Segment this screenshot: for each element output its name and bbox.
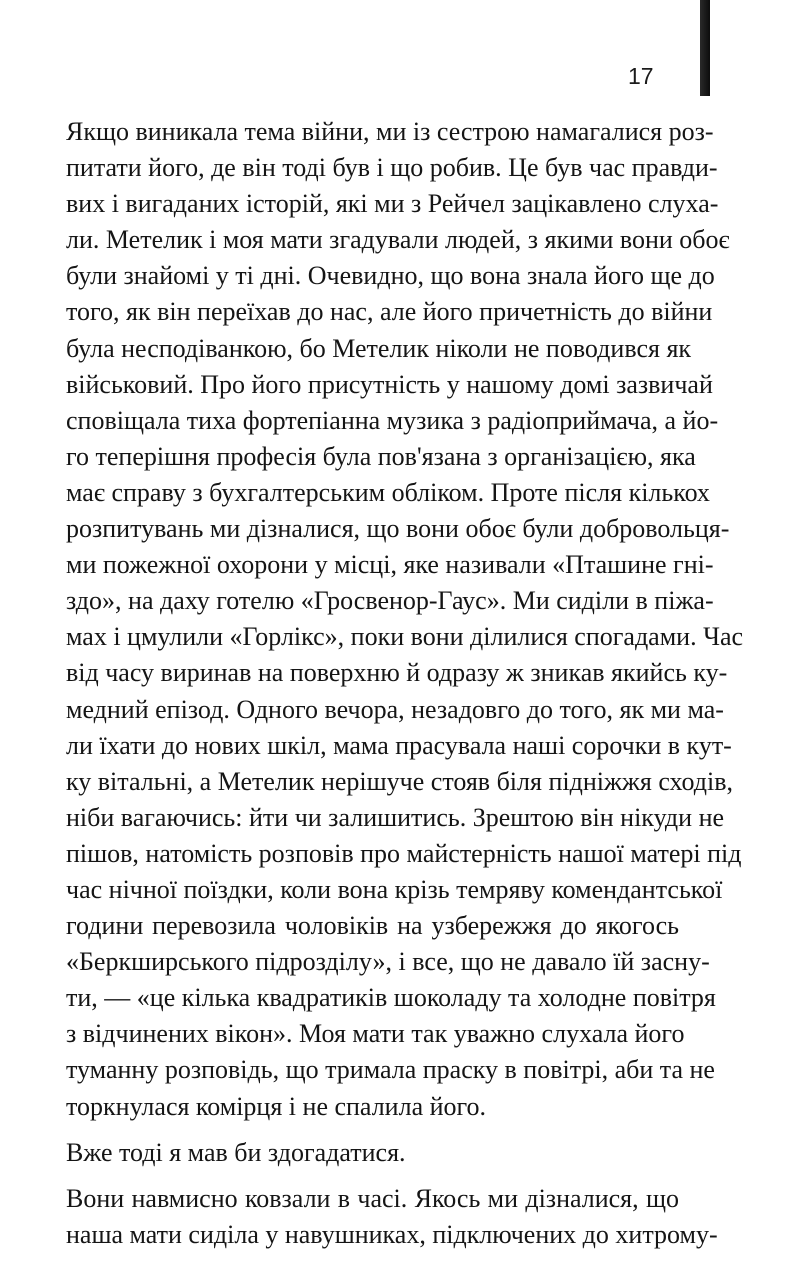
text-line: ку вітальні, а Метелик нерішуче стояв біля підніжжя сходів,: [66, 766, 734, 796]
paragraph-3: [66, 1181, 718, 1253]
binding-edge: [700, 0, 710, 96]
text-line: туманну розповідь, що тримала праску в повітрі, аби та не: [66, 1055, 715, 1085]
body-text: [66, 114, 744, 1253]
text-line: наша мати сиділа у навушниках, підключених до хитрому-: [66, 1219, 718, 1249]
text-line: години перевозила чоловіків на узбережжя до якогось: [66, 911, 679, 941]
text-line: пішов, натомість розповів про майстерність нашої матері під: [66, 838, 742, 868]
text-line: Вони навмисно ковзали в часі. Якось ми дізналися, що: [66, 1183, 679, 1213]
text-line: ніби вагаючись: йти чи залишитись. Зрештою він нікуди не: [66, 802, 725, 832]
text-line: сповіщала тиха фортепіанна музика з радіоприймача, а йо-: [66, 405, 719, 435]
text-line: з відчинених вікон». Моя мати так уважно слухала його: [66, 1019, 685, 1049]
text-line: здо», на даху готелю «Гросвенор-Гаус». Ми сиділи в піжа-: [66, 586, 714, 616]
text-line: час нічної поїздки, коли вона крізь темряву комендантської: [66, 874, 723, 904]
text-line: ли. Метелик і моя мати згадували людей, з якими вони обоє: [66, 225, 730, 255]
text-line: були знайомі у ті дні. Очевидно, що вона знала його ще до: [66, 261, 715, 291]
text-line: питати його, де він тоді був і що робив. Це був час правди-: [66, 153, 718, 183]
text-line: мах і цмулили «Горлікс», поки вони ділилися спогадами. Час: [66, 622, 744, 652]
text-line: медний епізод. Одного вечора, незадовго до того, як ми ма-: [66, 694, 724, 724]
text-line: військовий. Про його присутність у нашому домі зазвичай: [66, 369, 713, 399]
text-line: розпитувань ми дізналися, що вони обоє були добровольця-: [66, 514, 730, 544]
text-line: ли їхати до нових шкіл, мама прасувала наші сорочки в кут-: [66, 730, 732, 760]
text-line: го теперішня професія була пов'язана з організацією, яка: [66, 441, 696, 471]
text-line: має справу з бухгалтерським обліком. Проте після кількох: [66, 477, 710, 507]
paragraph-2: [66, 1135, 679, 1171]
text-line: ти, — «це кілька квадратиків шоколаду та холодне повітря: [66, 983, 716, 1013]
text-line: від часу виринав на поверхню й одразу ж зникав якийсь ку-: [66, 658, 728, 688]
text-line: була несподіванкою, бо Метелик ніколи не поводився як: [66, 333, 692, 363]
text-line: ми пожежної охорони у місці, яке називали «Пташине гні-: [66, 550, 714, 580]
text-line: вих і вигаданих історій, які ми з Рейчел зацікавлено слуха-: [66, 189, 719, 219]
page-number: 17: [628, 63, 654, 89]
paragraph-1: [66, 114, 744, 1125]
text-line: того, як він переїхав до нас, але його причетність до війни: [66, 297, 713, 327]
text-line: «Беркширського підрозділу», і все, що не давало їй заснy-: [66, 947, 710, 977]
text-line: Вже тоді я мав би здогадатися.: [66, 1137, 406, 1167]
text-line: Якщо виникала тема війни, ми із сестрою намагалися роз-: [66, 117, 714, 146]
text-line: торкнулася комірця і не спалила його.: [66, 1091, 487, 1121]
